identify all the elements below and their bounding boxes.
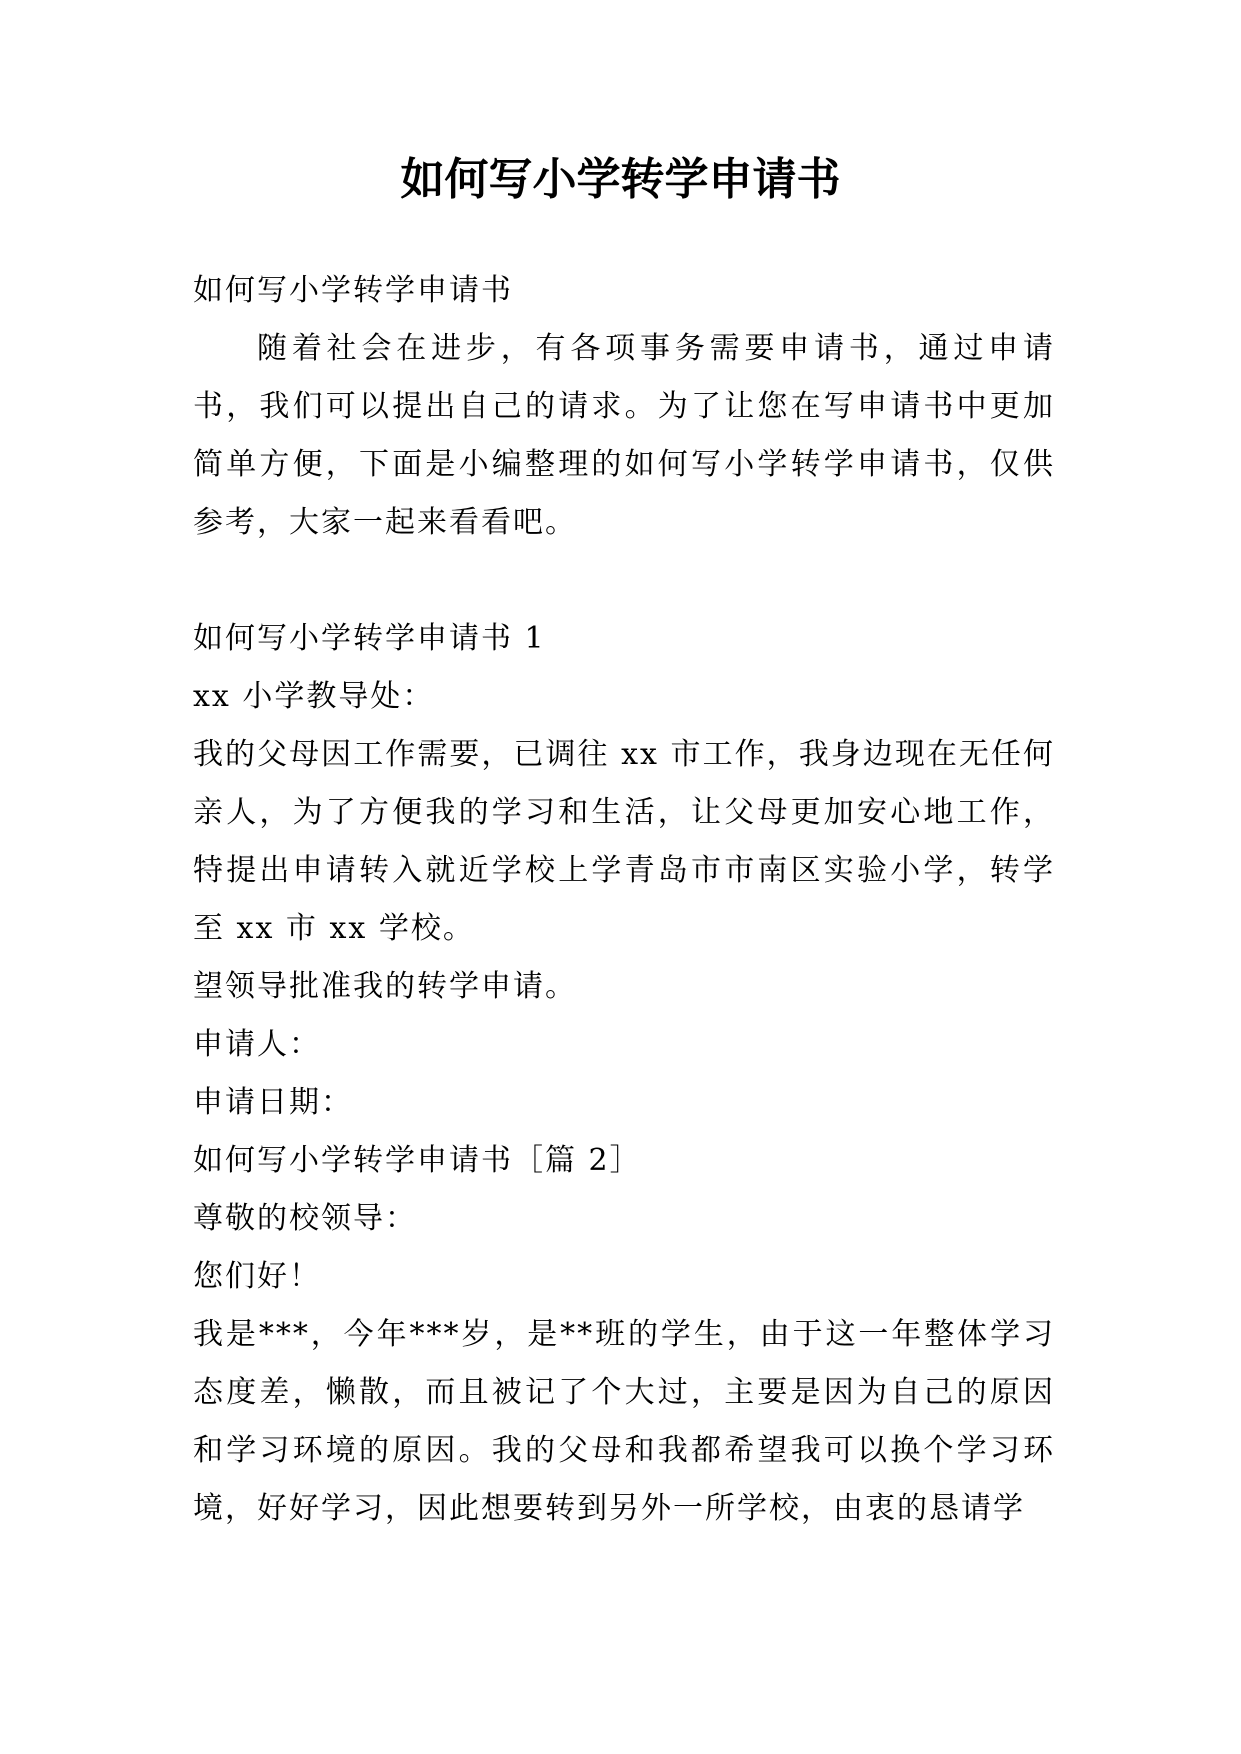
section1-applicant: 申请人： <box>193 1027 321 1062</box>
section1-heading: 如何写小学转学申请书 1 <box>193 621 546 656</box>
blank-spacer <box>193 552 1055 610</box>
section2-salutation: 尊敬的校领导： <box>193 1201 417 1236</box>
document-body <box>193 262 1055 1538</box>
section2-greeting: 您们好！ <box>193 1259 321 1294</box>
section1-salutation: xx 小学教导处： <box>193 679 435 714</box>
section2-body: 我是***，今年***岁，是**班的学生，由于这一年整体学习态度差，懒散，而且被记了个大过，主要是因为自己的原因和学习环境的原因。我的父母和我都希望我可以换个学习环境，好好学习，因此想要转到另外一所学校，由衷的恳请学 <box>193 1317 1055 1526</box>
section1-body: 我的父母因工作需要，已调往 xx 市工作，我身边现在无任何亲人，为了方便我的学习和生活，让父母更加安心地工作，特提出申请转入就近学校上学青岛市市南区实验小学，转学至 xx 市 xx 学校。 <box>193 737 1055 946</box>
document-title: 如何写小学转学申请书 <box>400 154 841 205</box>
section2-heading: 如何写小学转学申请书［篇 2］ <box>193 1143 642 1178</box>
document-subtitle: 如何写小学转学申请书 <box>193 273 513 308</box>
section1-date: 申请日期： <box>193 1085 353 1120</box>
section1-request: 望领导批准我的转学申请。 <box>193 969 577 1004</box>
intro-paragraph: 随着社会在进步，有各项事务需要申请书，通过申请书，我们可以提出自己的请求。为了让您在写申请书中更加简单方便，下面是小编整理的如何写小学转学申请书，仅供参考，大家一起来看看吧。 <box>193 331 1055 540</box>
